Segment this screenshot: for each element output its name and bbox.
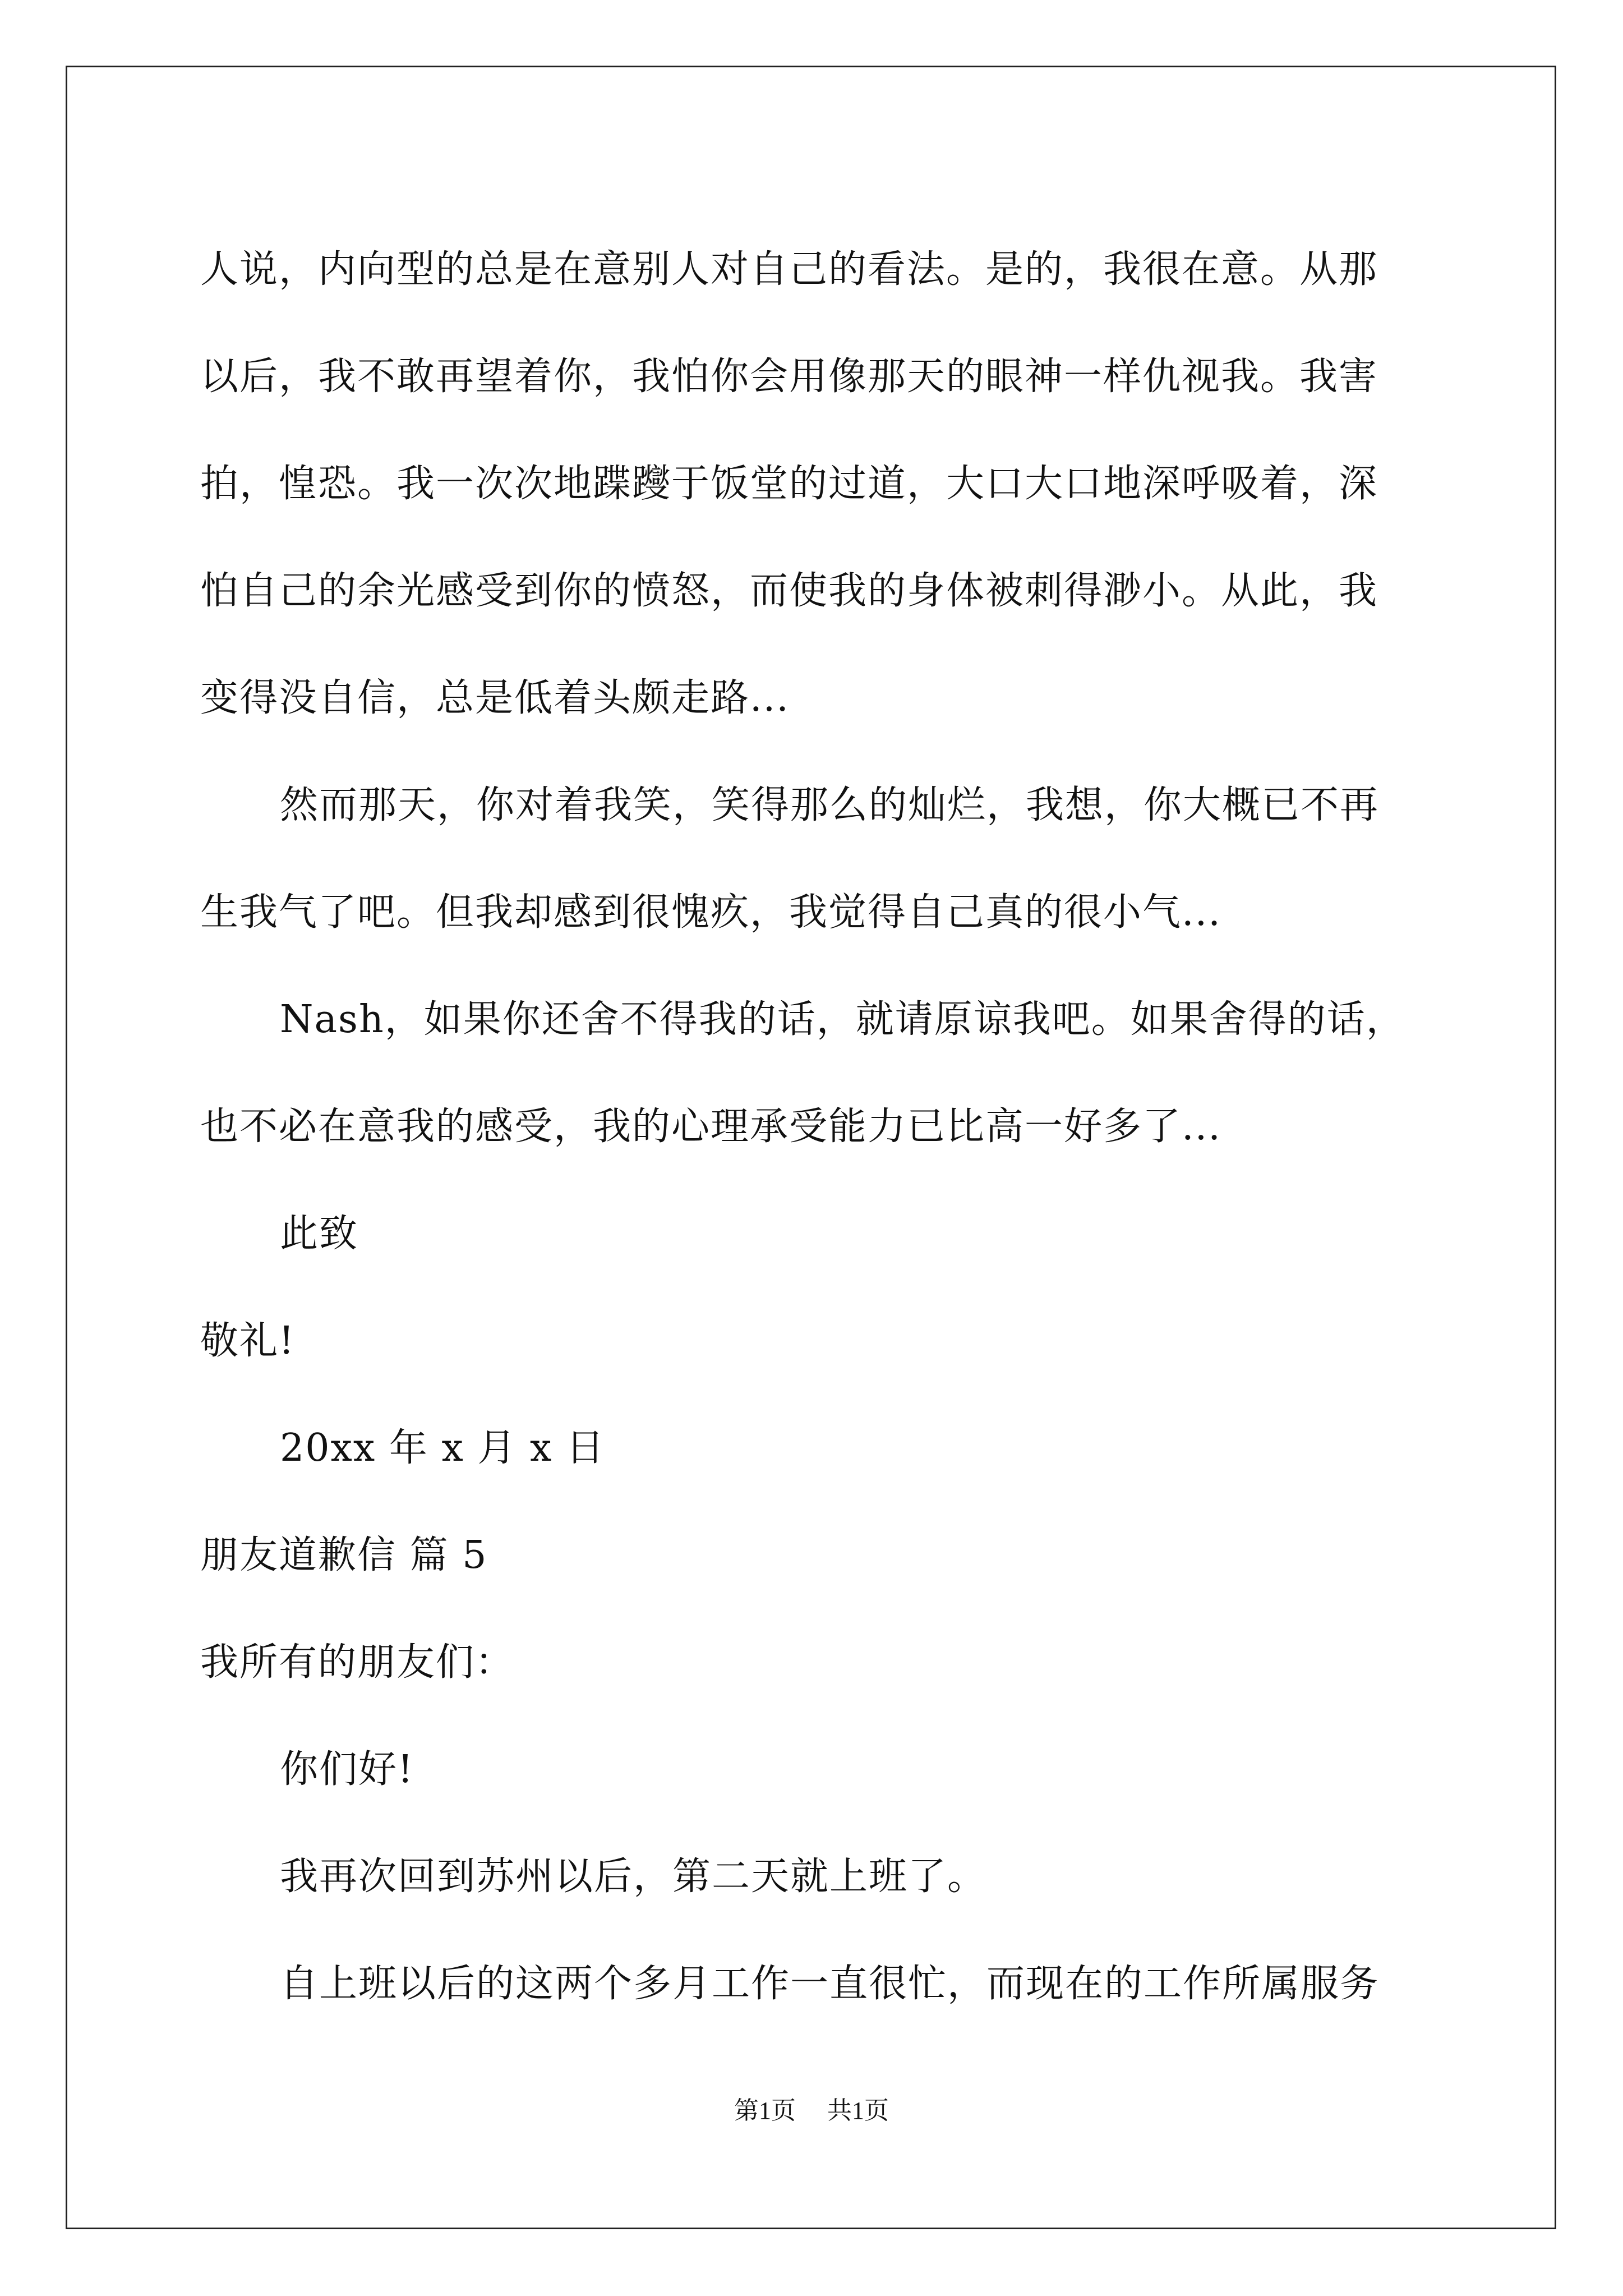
paragraph-line: 自上班以后的这两个多月工作一直很忙，而现在的工作所属服务 <box>280 1962 1380 2006</box>
paragraph-line: 怕自己的余光感受到你的愤怒，而使我的身体被刺得渺小。从此，我 <box>200 569 1378 613</box>
closing-line: 此致 <box>280 1212 359 1256</box>
paragraph-line: 然而那天，你对着我笑，笑得那么的灿烂，我想，你大概已不再 <box>280 783 1380 827</box>
paragraph-line: 也不必在意我的感受，我的心理承受能力已比高一好多了... <box>200 1105 1221 1149</box>
paragraph-line: 拍，惶恐。我一次次地蹀躞于饭堂的过道，大口大口地深呼吸着，深 <box>200 462 1378 506</box>
salutation-line: 敬礼! <box>200 1319 296 1363</box>
paragraph-line: 生我气了吧。但我却感到很愧疚，我觉得自己真的很小气... <box>200 890 1221 935</box>
page-total: 共1页 <box>827 2097 889 2124</box>
page-number: 第1页 <box>734 2097 796 2124</box>
paragraph-line: 以后，我不敢再望着你，我怕你会用像那天的眼神一样仇视我。我害 <box>200 355 1378 399</box>
document-body <box>200 216 1434 2037</box>
section-title: 朋友道歉信 篇 5 <box>200 1533 488 1577</box>
page-footer <box>0 2094 1623 2128</box>
paragraph-line: 我再次回到苏州以后，第二天就上班了。 <box>280 1855 987 1899</box>
date-line: 20xx 年 x 月 x 日 <box>280 1426 606 1470</box>
paragraph-line: Nash，如果你还舍不得我的话，就请原谅我吧。如果舍得的话， <box>280 997 1405 1042</box>
paragraph-line: 人说，内向型的总是在意别人对自己的看法。是的，我很在意。从那 <box>200 247 1378 292</box>
paragraph-line: 你们好! <box>280 1747 414 1792</box>
greeting-line: 我所有的朋友们： <box>200 1640 515 1685</box>
paragraph-line: 变得没自信，总是低着头颇走路... <box>200 676 790 720</box>
